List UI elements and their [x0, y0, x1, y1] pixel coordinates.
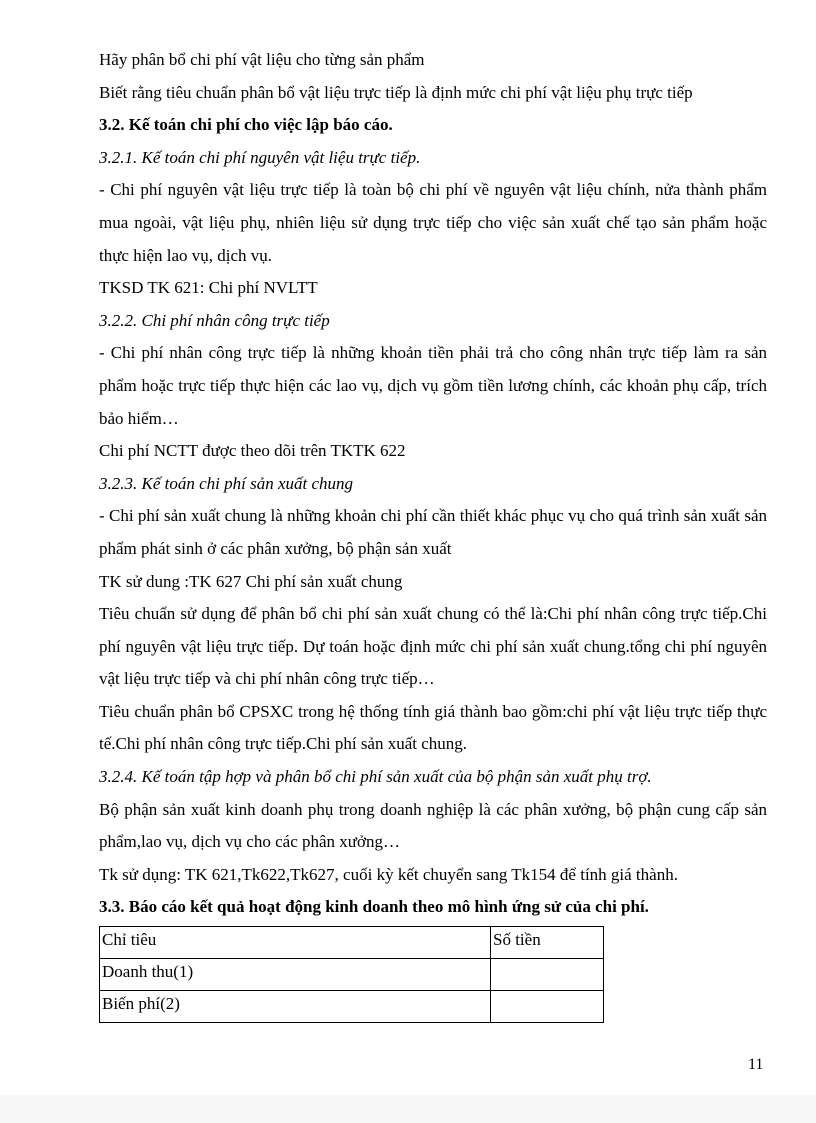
subsection-heading-3-2-1: 3.2.1. Kế toán chi phí nguyên vật liệu trực tiếp. [99, 147, 421, 167]
paragraph-allocation-standard: Biết rằng tiêu chuẩn phân bổ vật liệu trực tiếp là định mức chi phí vật liệu phụ trực tiếp [99, 82, 693, 102]
paragraph-overhead-standard: Tiêu chuẩn sử dụng để phân bổ chi phí sản xuất chung có thể là:Chi phí nhân công trực tiếp.Chi phí nguyên vật liệu trực tiếp. Dự toán hoặc định mức chi phí sản xuất chung.tổng chi phí nguyên vật liệu trực tiếp và chi phí nhân công trực tiếp… [99, 604, 767, 689]
paragraph-accounts-used: Tk sử dụng: TK 621,Tk622,Tk627, cuối kỳ kết chuyển sang Tk154 để tính giá thành. [99, 864, 678, 884]
section-heading-3-2: 3.2. Kế toán chi phí cho việc lập báo cáo. [99, 115, 393, 135]
page-bottom-band [0, 1095, 816, 1123]
table-cell [491, 959, 604, 991]
paragraph-tk-622: Chi phí NCTT được theo dõi trên TKTK 622 [99, 441, 406, 461]
table-header-cell: Chỉ tiêu [100, 927, 491, 959]
table-cell [491, 991, 604, 1023]
table-row [100, 991, 604, 1023]
table-cell: Doanh thu(1) [100, 959, 491, 991]
paragraph-tk-621: TKSD TK 621: Chi phí NVLTT [99, 278, 318, 298]
document-page [99, 44, 767, 1023]
table-header-cell: Số tiền [491, 927, 604, 959]
subsection-heading-3-2-4: 3.2.4. Kế toán tập hợp và phân bổ chi phí sản xuất của bộ phận sản xuất phụ trợ. [99, 767, 652, 787]
paragraph-overhead: - Chi phí sản xuất chung là những khoản chi phí cần thiết khác phục vụ cho quá trình sản xuất sản phẩm phát sinh ở các phân xưởng, bộ phận sản xuất [99, 506, 767, 558]
table-row [100, 959, 604, 991]
page-number: 11 [748, 1056, 764, 1073]
paragraph-direct-labor: - Chi phí nhân công trực tiếp là những khoản tiền phải trả cho công nhân trực tiếp làm ra sản phẩm hoặc trực tiếp thực hiện các lao vụ, dịch vụ gồm tiền lương chính, các khoản phụ cấp, trích bảo hiểm… [99, 343, 767, 428]
paragraph-allocate-materials: Hãy phân bổ chi phí vật liệu cho từng sản phẩm [99, 50, 425, 69]
paragraph-direct-materials: - Chi phí nguyên vật liệu trực tiếp là toàn bộ chi phí về nguyên vật liệu chính, nửa thành phẩm mua ngoài, vật liệu phụ, nhiên liệu sử dụng trực tiếp cho việc sản xuất chế tạo sản phẩm hoặc thực hiện lao vụ, dịch vụ. [99, 180, 767, 265]
paragraph-auxiliary-production: Bộ phận sản xuất kinh doanh phụ trong doanh nghiệp là các phân xưởng, bộ phận cung cấp sản phẩm,lao vụ, dịch vụ cho các phân xưởng… [99, 799, 767, 852]
table-cell: Biến phí(2) [100, 991, 491, 1023]
table-header-row [100, 927, 604, 959]
section-heading-3-3: 3.3. Báo cáo kết quả hoạt động kinh doanh theo mô hình ứng sử của chi phí. [99, 897, 649, 917]
subsection-heading-3-2-3: 3.2.3. Kế toán chi phí sản xuất chung [99, 473, 354, 493]
paragraph-tk-627: TK sử dung :TK 627 Chi phí sản xuất chung [99, 571, 403, 591]
paragraph-cpsxc-standard: Tiêu chuẩn phân bổ CPSXC trong hệ thống tính giá thành bao gồm:chi phí vật liệu trực tiếp thực tế.Chi phí nhân công trực tiếp.Chi phí sản xuất chung. [99, 701, 767, 754]
income-statement-table [99, 926, 604, 1023]
subsection-heading-3-2-2: 3.2.2. Chi phí nhân công trực tiếp [99, 310, 330, 330]
